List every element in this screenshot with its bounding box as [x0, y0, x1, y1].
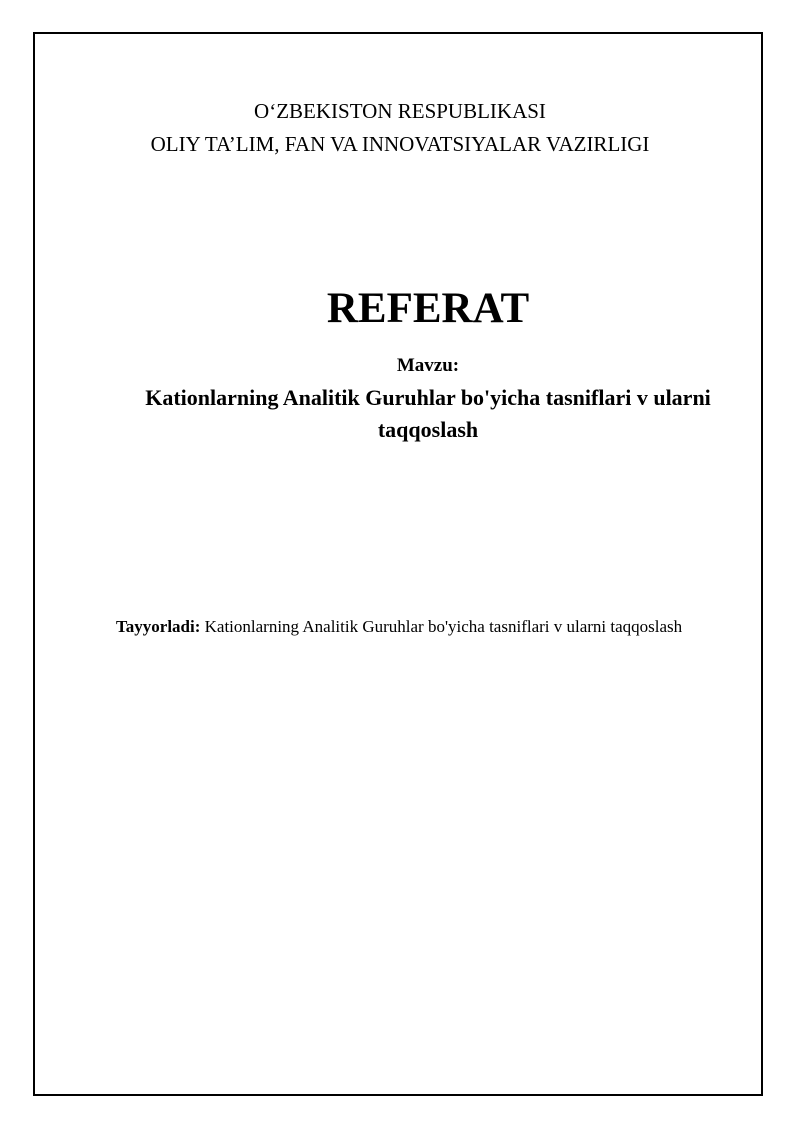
page-border [33, 32, 763, 1096]
topic-title: Kationlarning Analitik Guruhlar bo'yicha tasniflari v ularni taqqoslash [145, 385, 711, 442]
author-block [116, 615, 716, 639]
author-label: Tayyorladi: [116, 617, 201, 636]
ministry-title: OLIY TA’LIM, FAN VA INNOVATSIYALAR VAZIRLIGI [150, 132, 650, 156]
document-type-title: REFERAT [326, 285, 530, 332]
country-title: O‘ZBEKISTON RESPUBLIKASI [254, 99, 546, 123]
author-value: Kationlarning Analitik Guruhlar bo'yicha tasniflari v ularni taqqoslash [204, 617, 683, 636]
topic-label: Mavzu: [396, 355, 460, 376]
